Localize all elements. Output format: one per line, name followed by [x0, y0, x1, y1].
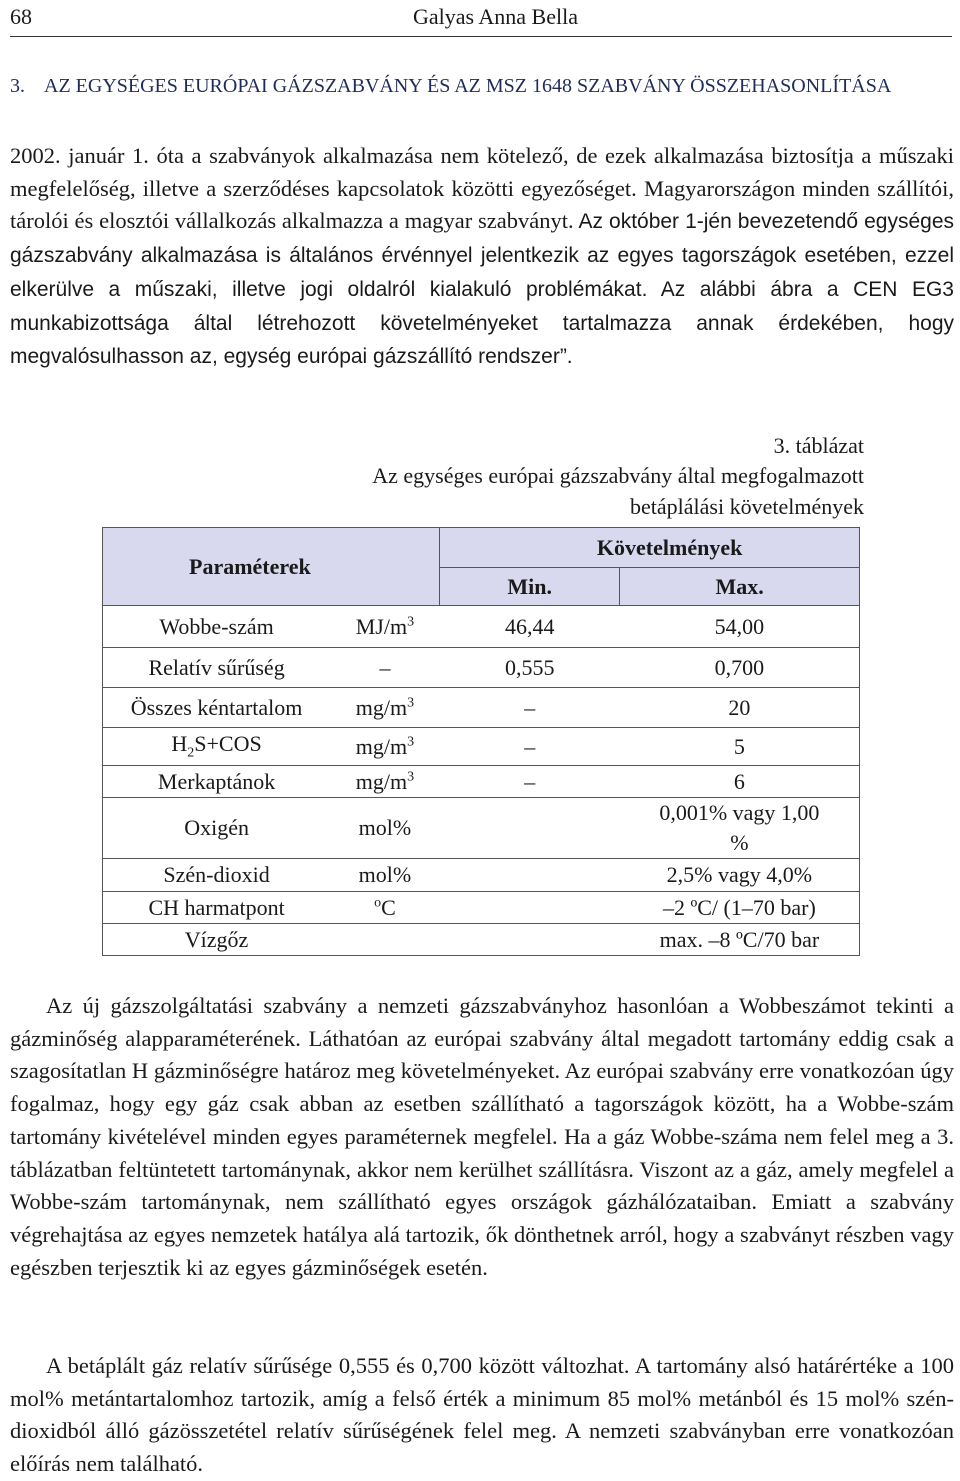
param-name: $H_2S+COS$ — [103, 728, 331, 766]
table-row — [103, 728, 860, 766]
param-max: 2,5% vagy 4,0% — [620, 859, 860, 892]
param-max: max. –8 ºC/70 bar — [620, 924, 860, 956]
param-unit — [330, 924, 440, 956]
section-number: 3. — [10, 75, 25, 97]
param-unit: mol% — [330, 798, 440, 859]
param-name: CH harmatpont — [103, 892, 331, 924]
table-row — [103, 606, 860, 648]
table-row — [103, 766, 860, 798]
param-min — [440, 924, 620, 956]
param-max: 5 — [620, 728, 860, 766]
param-min — [440, 798, 620, 859]
running-author: Galyas Anna Bella — [413, 4, 578, 29]
param-unit: $MJ/m^3$ — [330, 606, 440, 648]
table-title-line2: betáplálási követelmények — [630, 494, 864, 519]
param-unit: mol% — [330, 859, 440, 892]
param-unit: $^o$C — [330, 892, 440, 924]
section-heading — [10, 70, 950, 102]
param-max: 0,001% vagy 1,00 % — [620, 798, 860, 859]
param-max: 6 — [620, 766, 860, 798]
header-requirements: Követelmények — [440, 528, 860, 568]
paragraph-intro-part2: Az október 1-jén bevezetendő egységes gázszabvány alkalmazása is általános érvénnyel jelentkezik az egyes tagországok esetében, ezzel elkerülve a műszaki, illetve jogi oldalról kialakuló problémákat. Az alábbi ábra a CEN EG3 munkabizottsága által létrehozott követelményeket tartalmazza annak érdekében, hogy megvalósulhasson az, egység európai gázszállító rendszer”. — [10, 210, 954, 369]
param-min: – — [440, 728, 620, 766]
param-name: Vízgőz — [103, 924, 331, 956]
paragraph-density: A betáplált gáz relatív sűrűsége 0,555 és 0,700 között változhat. A tartomány alsó határértéke a 100 mol% metántartalomhoz tartozik, amíg a felső érték a minimum 85 mol% metánból és 15 mol% szén-dioxidból álló gázösszetétel relatív sűrűségének felel meg. A nemzeti szabványban erre vonatkozóan előírás nem található. — [10, 1353, 954, 1477]
table-row — [103, 798, 860, 859]
param-unit: – — [330, 648, 440, 688]
param-name: Összes kéntartalom — [103, 688, 331, 728]
table-title — [372, 460, 864, 522]
param-name: Relatív sűrűség — [103, 648, 331, 688]
param-max: 0,700 — [620, 648, 860, 688]
requirements-table — [102, 527, 860, 956]
table-number: 3. táblázat — [773, 433, 864, 458]
paragraph-intro — [10, 140, 954, 374]
param-max: 20 — [620, 688, 860, 728]
param-min — [440, 892, 620, 924]
table-row — [103, 924, 860, 956]
param-name: Szén-dioxid — [103, 859, 331, 892]
param-min: – — [440, 688, 620, 728]
header-parameters: Paraméterek — [103, 528, 440, 606]
param-max: 54,00 — [620, 606, 860, 648]
table-row — [103, 892, 860, 924]
page-number: 68 — [10, 4, 32, 29]
param-name: Wobbe-szám — [103, 606, 331, 648]
header-min: Min. — [440, 568, 620, 606]
paragraph-intro-part1: 2002. január 1. óta a szabványok alkalmazása nem kötelező, de ezek alkalmazása biztosítja a műszaki megfelelőség, illetve a szerződéses kapcsolatok közötti egyezőséget. Magyarországon minden szállítói, tárolói és elosztói vállalkozás alkalmazza a magyar szabványt. — [10, 143, 954, 234]
param-min: 0,555 — [440, 648, 620, 688]
param-unit: $mg/m^3$ — [330, 766, 440, 798]
param-name: Oxigén — [103, 798, 331, 859]
param-name: Merkaptánok — [103, 766, 331, 798]
param-unit: $mg/m^3$ — [330, 728, 440, 766]
table-row — [103, 648, 860, 688]
section-title: AZ EGYSÉGES EURÓPAI GÁZSZABVÁNY ÉS AZ MSZ 1648 SZABVÁNY ÖSSZEHASONLÍTÁSA — [44, 75, 892, 97]
param-min: 46,44 — [440, 606, 620, 648]
table-row — [103, 688, 860, 728]
header-max: Max. — [620, 568, 860, 606]
param-min: – — [440, 766, 620, 798]
param-min — [440, 859, 620, 892]
page-header — [10, 2, 952, 37]
table-title-line1: Az egységes európai gázszabvány által megfogalmazott — [372, 463, 864, 488]
table-row — [103, 859, 860, 892]
paragraph-wobbe: Az új gázszolgáltatási szabvány a nemzeti gázszabványhoz hasonlóan a Wobbeszámot tekinti a gázminőség alapparaméterének. Láthatóan az európai szabvány által megadott tartomány eddig csak a szagosítatlan H gázminőségre határoz meg követelményeket. Az európai szabvány erre vonatkozóan úgy fogalmaz, hogy egy gáz csak abban az esetben szállítható a tagországok között, ha a Wobbe-szám tartomány kivételével minden egyes paraméternek megfelel. Ha a gáz Wobbe-száma nem felel meg a 3. táblázatban feltüntetett tartománynak, akkor nem kerülhet szállításra. Viszont az a gáz, amely megfelel a Wobbe-szám tartománynak, nem szállítható egyes országok gázhálózataiban. Emiatt a szabvány végrehajtása az egyes nemzetek hatálya alá tartozik, ők dönthetnek arról, hogy a szabványt részben vagy egészben terjesztik ki az egyes gázminőségek esetén. — [10, 993, 954, 1280]
param-max: –2 ºC/ (1–70 bar) — [620, 892, 860, 924]
param-unit: $mg/m^3$ — [330, 688, 440, 728]
